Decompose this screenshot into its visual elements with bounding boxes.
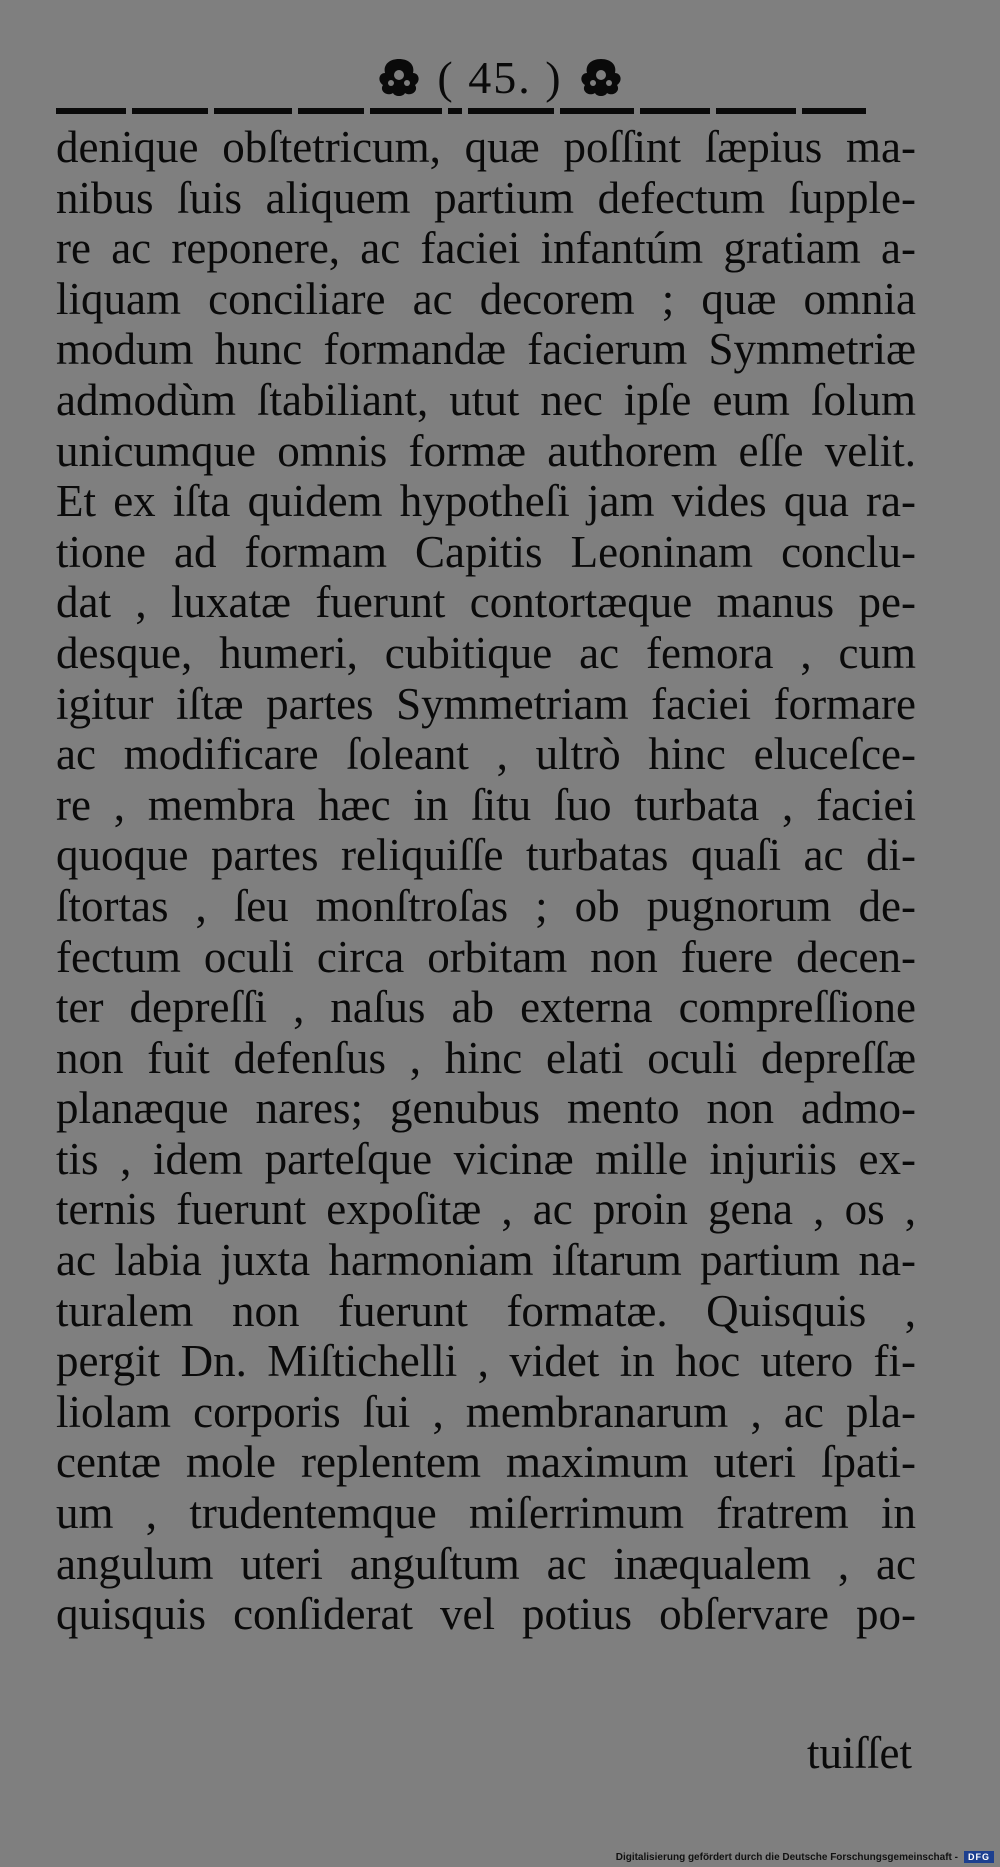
text-line: turalem non fuerunt formatæ. Quisquis , — [56, 1285, 916, 1336]
text-line: Et ex iſta quidem hypotheſi jam vides qua ra- — [56, 476, 916, 527]
text-line: modum hunc formandæ facierum Symmetriæ — [56, 324, 916, 375]
body-text — [56, 122, 916, 1640]
text-line: liolam corporis ſui , membranarum , ac pla- — [56, 1386, 916, 1437]
text-line: ternis fuerunt expoſitæ , ac proin gena , os , — [56, 1184, 916, 1235]
text-line: unicumque omnis formæ authorem eſſe velit. — [56, 425, 916, 476]
fleuron-ornament-icon — [577, 55, 625, 99]
text-line: admodùm ſtabiliant, utut nec ipſe eum ſolum — [56, 374, 916, 425]
text-line: tis , idem parteſque vicinæ mille injuriis ex- — [56, 1133, 916, 1184]
text-line: nibus ſuis aliquem partium defectum ſupple- — [56, 172, 916, 223]
fleuron-ornament-icon — [375, 55, 423, 99]
text-line: fectum oculi circa orbitam non fuere decen- — [56, 931, 916, 982]
text-line: ter depreſſi , naſus ab externa compreſſione — [56, 982, 916, 1033]
text-line: ac labia juxta harmoniam iſtarum partium na- — [56, 1235, 916, 1286]
header-rule — [56, 108, 906, 114]
text-line: tione ad formam Capitis Leoninam conclu- — [56, 526, 916, 577]
text-line: non fuit defenſus , hinc elati oculi depreſſæ — [56, 1032, 916, 1083]
text-line: um , trudentemque miſerrimum fratrem in — [56, 1488, 916, 1539]
digitization-credit — [616, 1851, 994, 1863]
text-line: liquam conciliare ac decorem ; quæ omnia — [56, 273, 916, 324]
text-line: angulum uteri anguſtum ac inæqualem , ac — [56, 1538, 916, 1589]
text-line: re , membra hæc in ſitu ſuo turbata , faciei — [56, 779, 916, 830]
dfg-logo: DFG — [964, 1851, 994, 1863]
text-line: quisquis conſiderat vel potius obſervare po- — [56, 1589, 916, 1640]
text-line: desque, humeri, cubitique ac femora , cum — [56, 627, 916, 678]
page-header — [0, 42, 1000, 112]
text-line: ac modificare ſoleant , ultrò hinc eluceſce- — [56, 729, 916, 780]
text-line: denique obſtetricum, quæ poſſint ſæpius ma- — [56, 122, 916, 172]
text-line: dat , luxatæ fuerunt contortæque manus pe- — [56, 577, 916, 628]
text-line: ſtortas , ſeu monſtroſas ; ob pugnorum de- — [56, 880, 916, 931]
text-line: igitur iſtæ partes Symmetriam faciei formare — [56, 678, 916, 729]
text-line: quoque partes reliquiſſe turbatas quaſi ac di- — [56, 830, 916, 881]
text-line: planæque nares; genubus mento non admo- — [56, 1083, 916, 1134]
catchword: tuiſſet — [807, 1728, 912, 1778]
page-number: ( 45. ) — [437, 51, 563, 103]
text-line: centæ mole replentem maximum uteri ſpati- — [56, 1437, 916, 1488]
text-line: pergit Dn. Miſtichelli , videt in hoc utero fi- — [56, 1336, 916, 1387]
text-line: re ac reponere, ac faciei infantúm gratiam a- — [56, 223, 916, 274]
credit-text: Digitalisierung gefördert durch die Deutsche Forschungsgemeinschaft - — [615, 1851, 958, 1863]
